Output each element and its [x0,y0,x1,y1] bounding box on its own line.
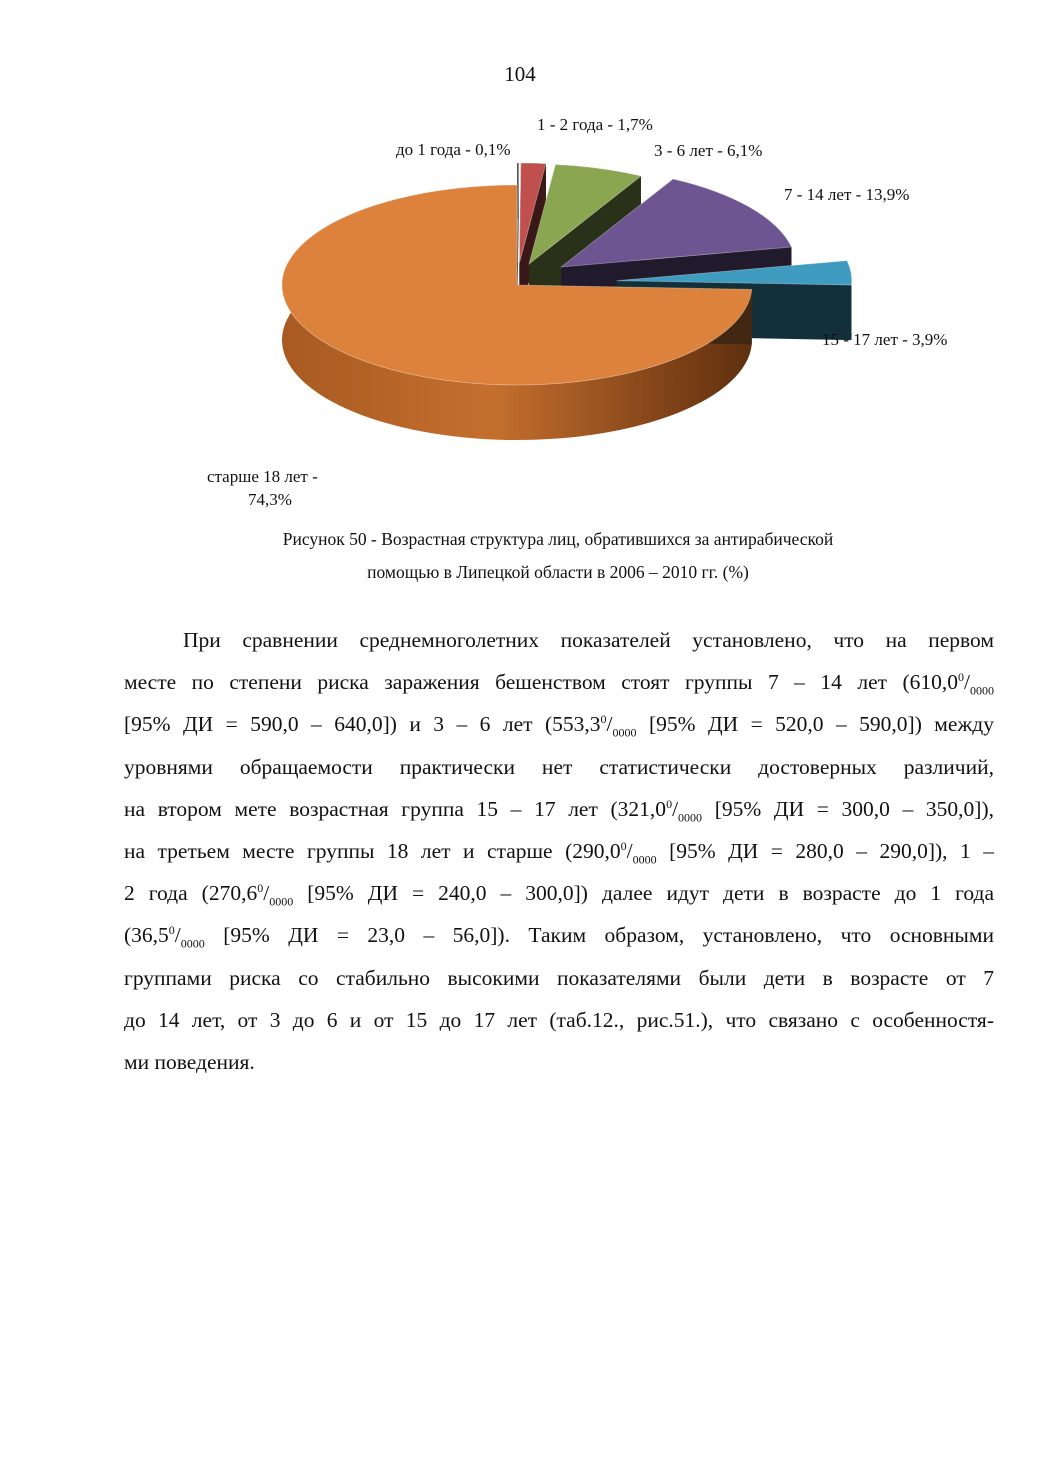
caption-line-1: Рисунок 50 - Возрастная структура лиц, обратившихся за антирабической [282,529,834,549]
paragraph-line: на втором мете возрастная группа 15 – 17 лет ($321,0^0/_{0000}$ [95% ДИ = 300,0 – 350,0]), [124,796,994,825]
slice-label-over-18-line2: 74,3% [248,490,292,509]
paragraph-line: ми поведения. [124,1050,255,1075]
slice-label-7-14: 7 - 14 лет - 13,9% [784,185,910,204]
paragraph-line: группами риска со стабильно высокими показателями были дети в возрасте от 7 [124,965,994,990]
figure-caption [0,523,1040,589]
pie-slices [282,163,852,440]
slice-label-3-6: 3 - 6 лет - 6,1% [654,141,763,160]
body-paragraph [124,619,994,1083]
paragraph-line: до 14 лет, от 3 до 6 и от 15 до 17 лет (таб.12., рис.51.), что связано с особенностя- [124,1007,994,1032]
slice-label-under-1: до 1 года - 0,1% [396,140,511,159]
slice-label-15-17: 15 - 17 лет - 3,9% [822,330,948,349]
slice-label-over-18-line1: старше 18 лет - [207,467,318,486]
paragraph-line: уровнями обращаемости практически нет статистически достоверных различий, [124,754,994,779]
paragraph-line: При сравнении среднемноголетних показателей установлено, что на первом [183,628,994,652]
caption-line-2: помощью в Липецкой области в 2006 – 2010 гг. (%) [367,562,749,582]
paragraph-line: 2 года ($270,6^0/_{0000}$ [95% ДИ = 240,0 – 300,0]) далее идут дети в возрасте до 1 года [124,881,994,909]
paragraph-line: на третьем месте группы 18 лет и старше ($290,0^0/_{0000}$ [95% ДИ = 280,0 – 290,0]), 1 – [124,838,994,867]
paragraph-line: ($36,5^0/_{0000}$ [95% ДИ = 23,0 – 56,0]). Таким образом, установлено, что основными [124,923,994,951]
slice-label-1-2: 1 - 2 года - 1,7% [537,115,653,134]
paragraph-line: [95% ДИ = 590,0 – 640,0]) и 3 – 6 лет ($553,3^0/_{0000}$ [95% ДИ = 520,0 – 590,0]) между [124,712,994,740]
paragraph-line: месте по степени риска заражения бешенством стоят группы 7 – 14 лет ($610,0^0/_{0000}$ [124,670,994,698]
pie-chart [0,0,1040,520]
page-number: 104 [504,62,536,86]
